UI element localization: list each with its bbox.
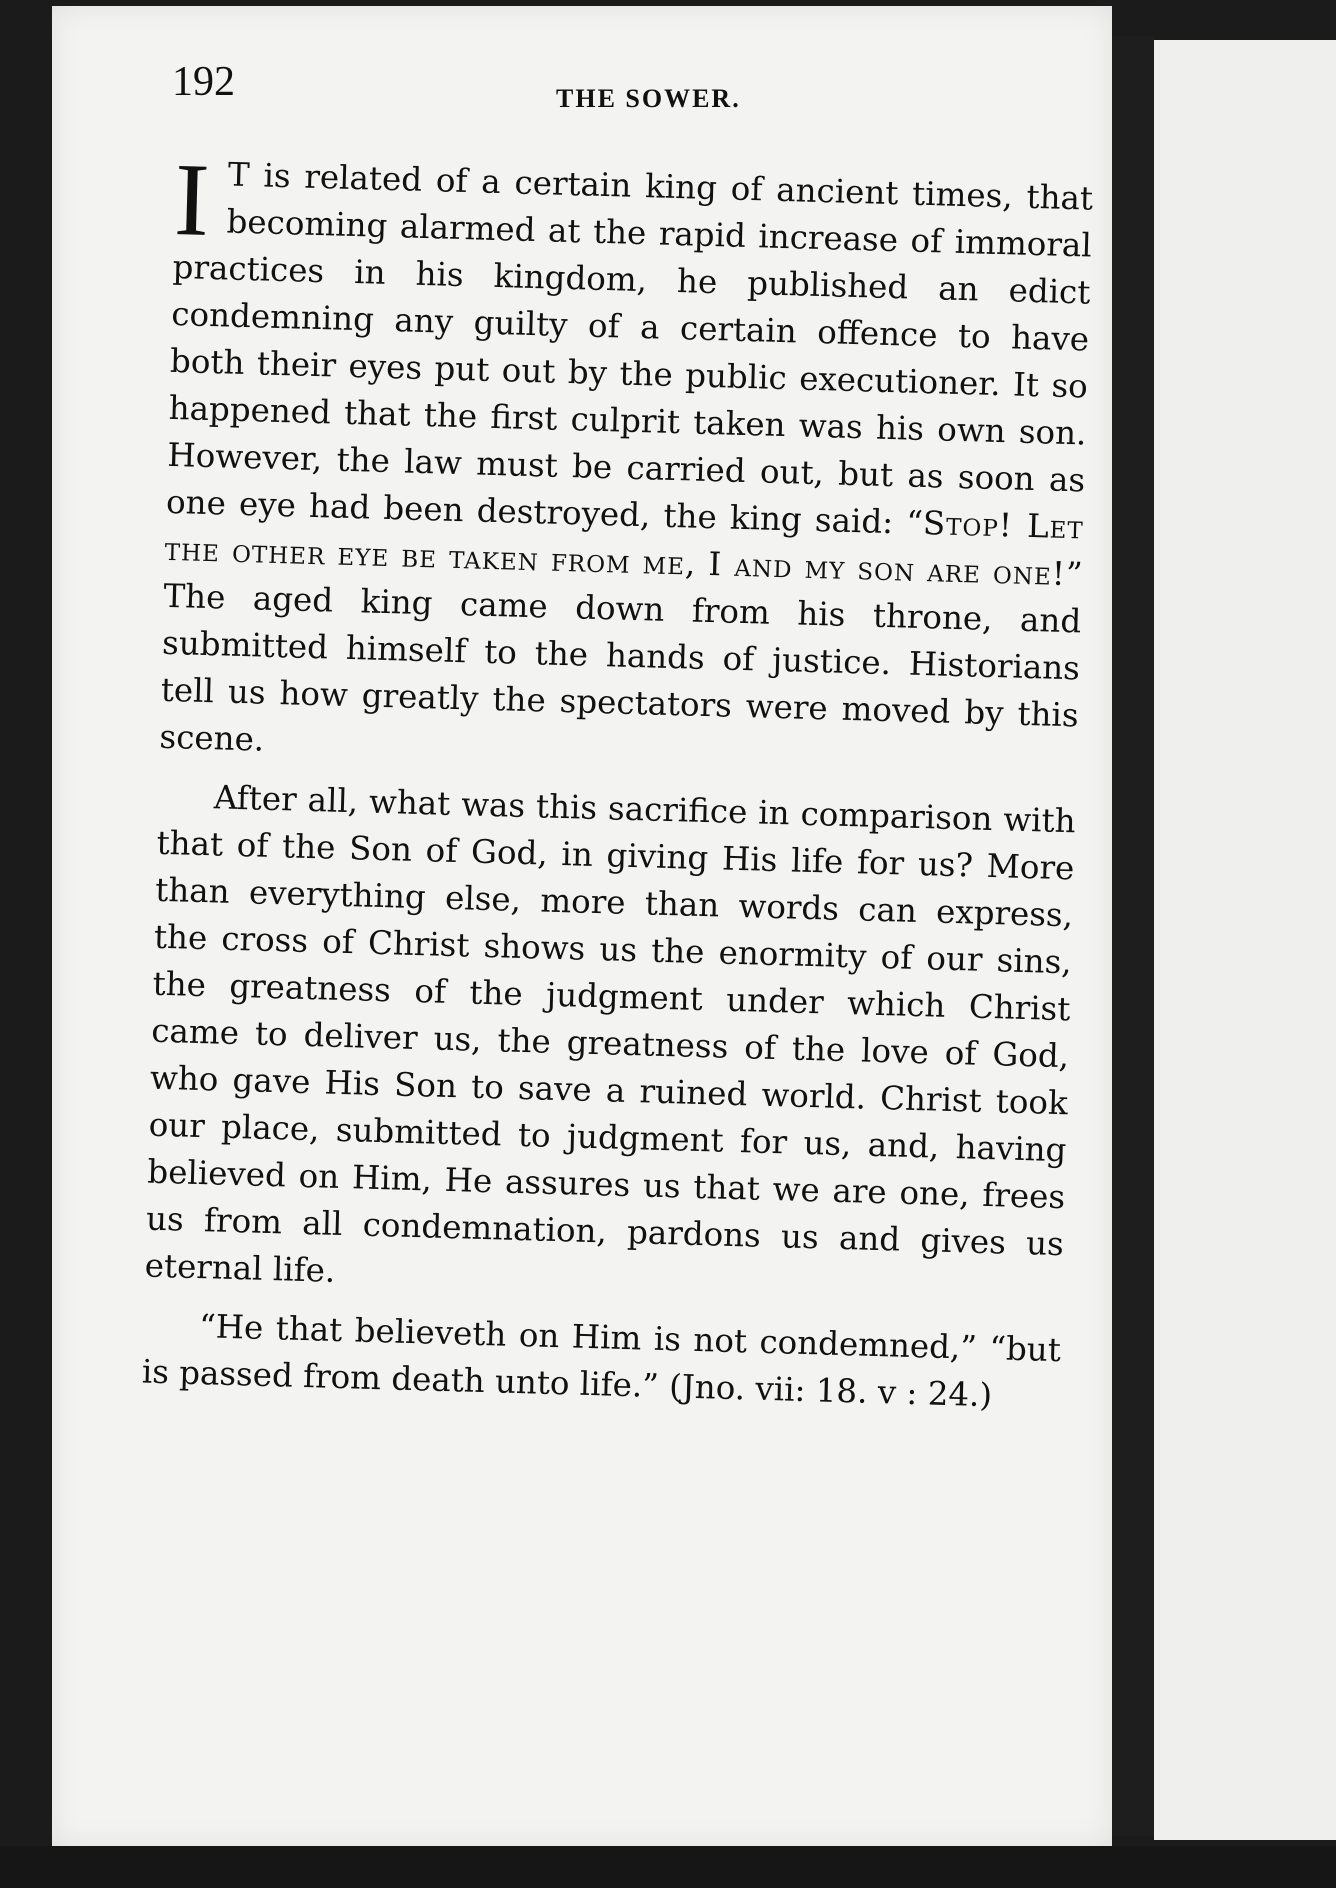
- body-text: [141, 142, 1094, 1433]
- book-gutter: [1112, 36, 1154, 1836]
- paragraph-1-rest: ” The aged king came down from his throne, and submitted himself to the hands of justice. Historians tell us how greatly the spectators were moved by this scene.: [159, 555, 1084, 759]
- paragraph-3-scripture: “He that believeth on Him is not condemned,” “but is passed from death unto life.” (Jno. vii: 18. v : 24.): [141, 1307, 1062, 1415]
- king-quote: Stop! Let the other eye be taken from me, I and my son are one!: [164, 504, 1085, 594]
- facing-page-edge: [1154, 40, 1336, 1840]
- scan-bottom-edge: [0, 1846, 1336, 1888]
- drop-cap: I: [173, 142, 211, 258]
- paragraph-1-intro: T is related of a certain king of ancient times, that becoming alarmed at the rapid increase of immoral practices in his kingdom, he published an edict condemning any guilty of a certain offence to have both their eyes put out by the public executioner. It so happened that the first culprit taken was his own son. However, the law must be carried out, but as soon as one eye had been destroyed, the king said: “: [165, 155, 1094, 542]
- paragraph-1: [159, 142, 1094, 786]
- paragraph-2: After all, what was this sacrifice in comparison with that of the Son of God, in giving His life for us? More than everything else, more than words can express, the cross of Christ shows us the enormity of our sins, the greatness of the judgment under which Christ came to deliver us, the greatness of the love of God, who gave His Son to save a ruined world. Christ took our place, submitted to judgment for us, and, having believed on Him, He assures us that we are one, frees us from all condemnation, pardons us and gives us eternal life.: [144, 778, 1077, 1290]
- page-number: 192: [172, 59, 235, 105]
- running-title: THE SOWER.: [556, 84, 741, 113]
